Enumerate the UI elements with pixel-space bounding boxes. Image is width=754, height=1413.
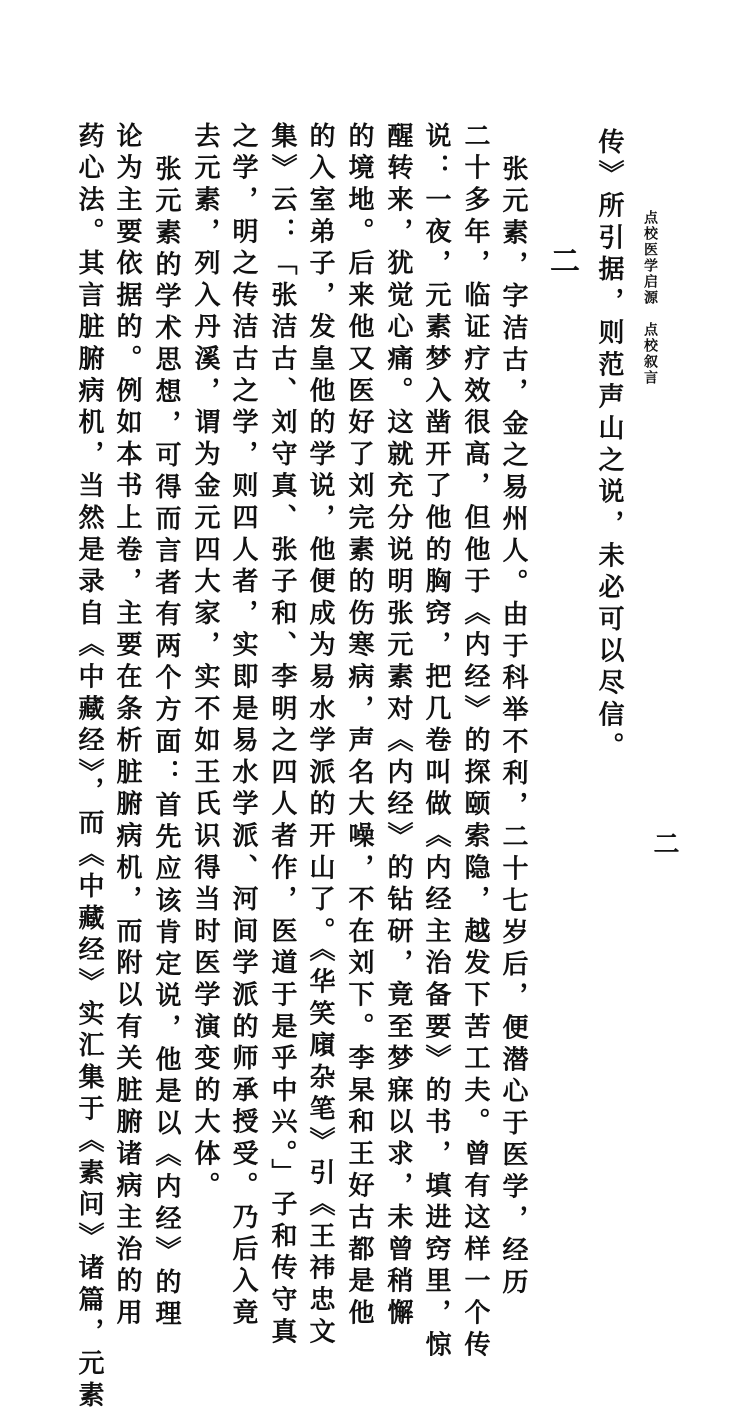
text-column-13: 药心法。其言脏腑病机，当然是录自《中藏经》，而《中藏经》实汇集于《素问》诸篇，元素 (74, 122, 104, 1413)
text-column-7: 的入室弟子，发皇他的学说，他便成为易水学派的开山了。《华笑廎杂笔》引《王祎忠文 (305, 122, 335, 1350)
text-column-12: 论为主要依据的。例如本书上卷，主要在条析脏腑病机，而附以有关脏腑诸病主治的用 (112, 122, 142, 1331)
text-column-11: 张元素的学术思想，可得而言者有两个方面：首先应该肯定说，他是以《内经》的理 (151, 155, 181, 1332)
text-column-10: 去元素，列入丹溪，谓为金元四大家，实不如王氏识得当时医学演变的大体。 (190, 122, 220, 1204)
text-column-2: 张元素，字洁古，金之易州人。由于科举不利，二十七岁后，便潜心于医学，经历 (498, 155, 528, 1300)
text-column-3: 二十多年，临证疗效很高，但他于《内经》的探颐索隐，越发下苦工夫。曾有这样一个传 (460, 122, 490, 1363)
text-column-6: 的境地。后来他又医好了刘完素的伤寒病，声名大噪，不在刘下。李杲和王好古都是他 (344, 122, 374, 1331)
page-number: 二 (649, 830, 679, 856)
text-column-4: 说：一夜，元素梦入凿开了他的胸窍，把几卷叫做《内经主治备要》的书，填进窍里，惊 (421, 122, 451, 1363)
text-column-5: 醒转来，犹觉心痛。这就充分说明张元素对《内经》的钻研，竟至梦寐以求，未曾稍懈 (383, 122, 413, 1331)
text-column-8: 集》云：「张洁古、刘守真、张子和、李明之四人者作，医道于是乎中兴。」子和传守真 (267, 122, 297, 1350)
running-header: 点校医学启源 点校叙言 (642, 210, 658, 386)
text-column-9: 之学，明之传洁古之学，则四人者，实即是易水学派、河间学派的师承授受。乃后入竟 (228, 122, 258, 1331)
text-column-1: 传》所引据，则范声山之说，未必可以尽信。 (594, 128, 624, 764)
section-number: 二 (544, 245, 579, 275)
